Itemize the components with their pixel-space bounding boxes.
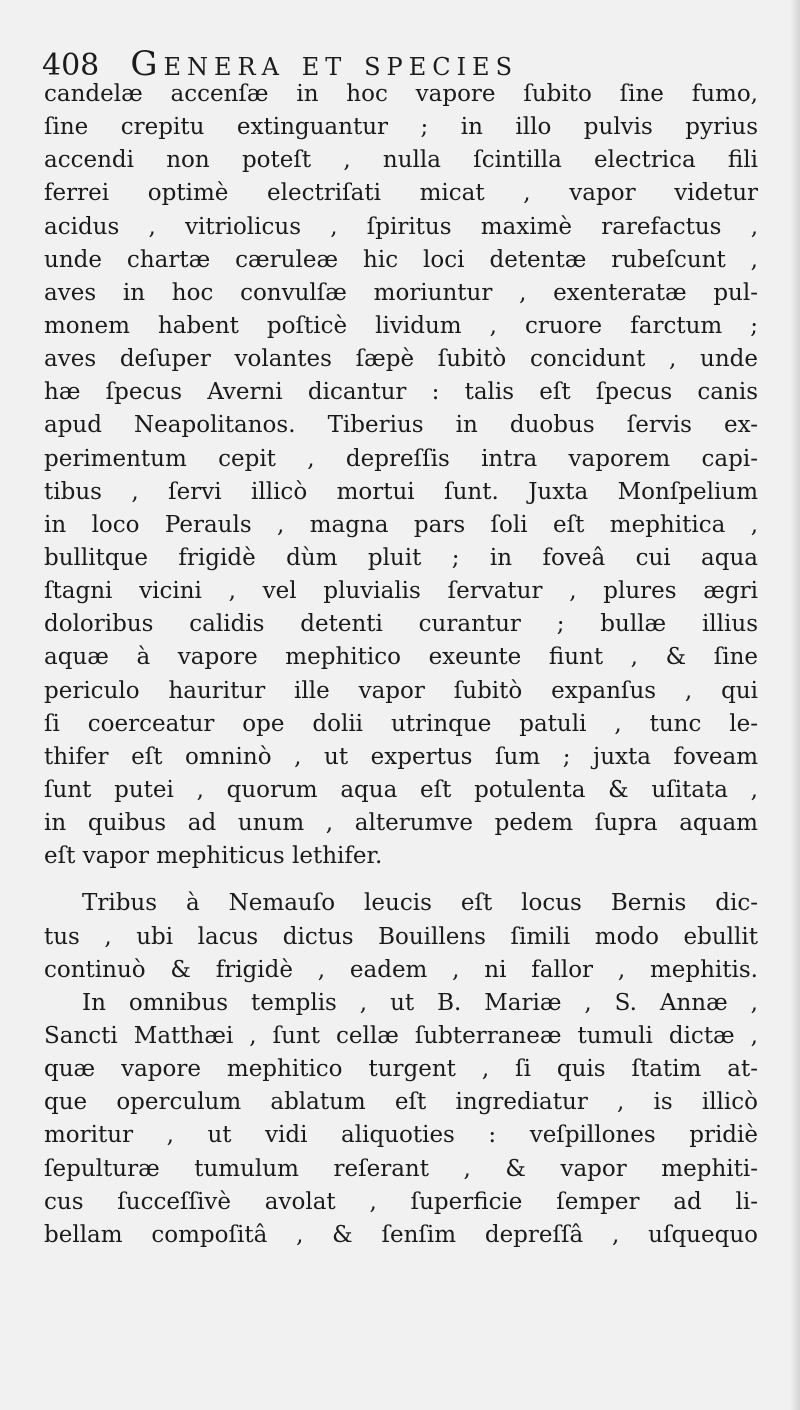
text-line: Tribus à Nemauſo leucis eſt locus Bernis dic- <box>82 890 758 917</box>
text-line: monem habent poſticè lividum , cruore farctum ; <box>44 312 758 339</box>
text-line: bellam compoſitâ , & ſenſim depreſſâ , uſquequo <box>44 1221 758 1248</box>
text-line: que operculum ablatum eſt ingrediatur , is illicò <box>44 1089 758 1116</box>
text-line: apud Neapolitanos. Tiberius in duobus ſervis ex- <box>44 412 758 439</box>
text-line: eſt vapor mephiticus lethifer. <box>44 843 383 870</box>
text-line: thifer eſt omninò , ut expertus ſum ; juxta foveam <box>44 743 758 770</box>
text-line: periculo hauritur ille vapor ſubitò expanſus , qui <box>44 677 758 704</box>
text-line: accendi non poteſt , nulla ſcintilla electrica fili <box>44 147 758 174</box>
text-line: candelæ accenſæ in hoc vapore ſubito ſine fumo, <box>44 81 758 107</box>
text-line: hæ ſpecus Averni dicantur : talis eſt ſpecus canis <box>44 379 758 406</box>
text-line: Sancti Matthæi , ſunt cellæ ſubterraneæ tumuli dictæ , <box>44 1022 758 1049</box>
text-line: ſtagni vicini , vel pluvialis ſervatur , plures ægri <box>44 578 758 605</box>
text-line: aquæ à vapore mephitico exeunte fiunt , & ſine <box>44 644 758 671</box>
page-edge-shadow <box>790 0 800 1410</box>
text-line: continuò & frigidè , eadem , ni fallor , mephitis. <box>44 956 758 983</box>
text-line: ſi coerceatur ope dolii utrinque patuli , tunc le- <box>44 710 758 737</box>
text-line: ſepulturæ tumulum reſerant , & vapor mephiti- <box>44 1155 758 1182</box>
text-line: ferrei optimè electriſati micat , vapor videtur <box>44 180 758 207</box>
text-line: aves deſuper volantes ſæpè ſubitò concidunt , unde <box>44 346 758 373</box>
paragraph <box>44 987 758 1252</box>
text-line: in quibus ad unum , alterumve pedem ſupra aquam <box>44 810 758 837</box>
text-line: moritur , ut vidi aliquoties : veſpillones pridiè <box>44 1122 758 1149</box>
text-line: ſine crepitu extinguantur ; in illo pulvis pyrius <box>44 114 758 141</box>
paragraph <box>44 887 758 986</box>
text-line: perimentum cepit , depreſſis intra vaporem capi- <box>44 445 758 472</box>
text-line: ſunt putei , quorum aqua eſt potulenta & uſitata , <box>44 776 758 803</box>
text-line: acidus , vitriolicus , ſpiritus maximè rarefactus , <box>44 213 758 240</box>
running-title: Genera et species <box>130 44 519 84</box>
body-text <box>44 78 758 1252</box>
text-line: bullitque frigidè dùm pluit ; in foveâ cui aqua <box>44 544 758 571</box>
text-line: quæ vapore mephitico turgent , ſi quis ſtatim at- <box>44 1056 758 1083</box>
text-line: aves in hoc convulſæ moriuntur , exenteratæ pul- <box>44 279 758 306</box>
text-line: tibus , ſervi illicò mortui ſunt. Juxta Monſpelium <box>44 478 758 505</box>
text-line: doloribus calidis detenti curantur ; bullæ illius <box>44 611 758 638</box>
text-line: In omnibus templis , ut B. Mariæ , S. Annæ , <box>82 989 758 1016</box>
text-line: unde chartæ cæruleæ hic loci detentæ rubeſcunt , <box>44 246 758 273</box>
text-line: in loco Perauls , magna pars ſoli eſt mephitica , <box>44 511 758 538</box>
paragraph <box>44 78 758 873</box>
page-number: 408 <box>42 48 100 83</box>
paragraph-gap <box>44 873 758 887</box>
text-line: cus ſucceſſivè avolat , ſuperficie ſemper ad li- <box>44 1188 758 1215</box>
text-line: tus , ubi lacus dictus Bouillens ſimili modo ebullit <box>44 923 758 950</box>
